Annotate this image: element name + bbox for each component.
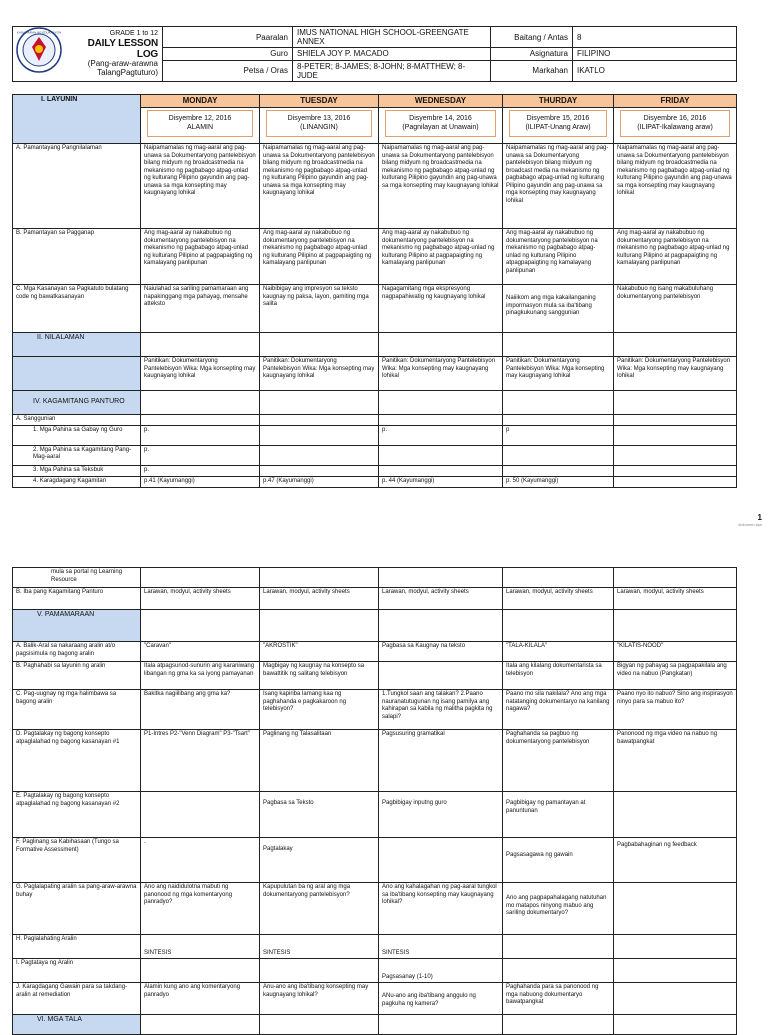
phase-thursday: (ILIPAT-Unang Araw) xyxy=(525,124,591,132)
table-cell: Paano mo sila nakilala? Ano ang mga natatanging dokumentaryo na kanilang nagawa? xyxy=(503,690,614,730)
table-row xyxy=(13,959,737,983)
school-label: Paaralan xyxy=(163,27,293,48)
table-cell xyxy=(614,983,737,1015)
row-number: 2. xyxy=(33,446,39,453)
row-label: B. Paghahabi sa layunin ng aralin xyxy=(13,662,141,690)
date-thursday: Disyembre 15, 2016 xyxy=(526,115,590,122)
day-header-friday: FRIDAY xyxy=(614,95,737,108)
nilalaman-heading: II. NILALAMAN xyxy=(13,333,141,357)
date-time-label: Petsa / Oras xyxy=(163,60,293,81)
row-label: I. Pagtataya ng Aralin xyxy=(13,959,141,983)
date-box-wednesday xyxy=(385,110,496,137)
table-cell: p. xyxy=(141,445,260,465)
table-cell: Naiiikom ang mga kakailanganing impormasyon mula sa iba'tibang pinagkukunang sanggunian xyxy=(503,285,614,333)
phase-friday: (ILIPAT-Ikalawang araw) xyxy=(637,124,713,132)
table-cell: p. 50 (Kayumanggi) xyxy=(503,476,614,487)
table-row xyxy=(13,465,737,476)
row-label: G. Paglalapating aralin sa pang-araw-arawna buhay xyxy=(13,883,141,935)
row-label: C. Mga Kasanayan sa Pagkatuto bulatang code ng bawatkasanayan xyxy=(13,285,141,333)
table-row xyxy=(13,285,737,333)
subject-label: Asignatura xyxy=(491,48,573,60)
row-label: A. Balik-Aral sa nakaraang aralin at/o pagsisimula ng bagong aralin xyxy=(13,642,141,662)
table-cell: "KILATIS-NOOD" xyxy=(614,642,737,662)
table-cell: Panitikan: Dokumentaryong Pantelebisyon Wika: Mga konsepting may kaugnayang lohikal xyxy=(379,357,503,391)
table-cell: Larawan, modyul, activity sheets xyxy=(260,588,379,610)
row-label: F. Paglinang sa Kabihasaan (Tungo sa Formative Assessment) xyxy=(13,838,141,883)
header-table xyxy=(12,26,737,82)
pamamaraan-heading: V. PAMAMARAAN xyxy=(13,610,141,642)
row-label: D. Pagtalakay ng bagong konsepto atpaglalahad ng bagong kasanayan #1 xyxy=(13,730,141,792)
table-cell: Paano nyo ito nabuo? Sino ang inspirasyon ninyo para sa mabuo ito? xyxy=(614,690,737,730)
table-cell: Larawan, modyul, activity sheets xyxy=(503,588,614,610)
table-row xyxy=(13,588,737,610)
table-cell: Pagbabahaginan ng feedback xyxy=(614,838,737,883)
table-cell: Isang kapiriba lamang kaa ng paghahanda e pagkakaroon ng telebisyon? xyxy=(260,690,379,730)
subtitle-1: (Pang-araw-arawna xyxy=(87,59,158,69)
row-label: E. Pagtalakay ng bagong konsepto atpaglalahad ng bagong kasanayan #2 xyxy=(13,792,141,838)
table-cell: Paghahanda sa pagbuo ng dokumentaryong pantelebisyon xyxy=(503,730,614,792)
table-cell xyxy=(614,465,737,476)
table-cell: SINTESIS xyxy=(260,935,379,959)
table-cell: Ang mag-aaral ay nakabubuo ng dokumentaryong pantelebisyon na mekanismo ng pagbabago atpag-unlad ng kulturang Pilipino atpagpapaigting ng kamalayang panlipunan xyxy=(503,229,614,285)
row-label xyxy=(13,465,141,476)
table-cell xyxy=(614,935,737,959)
table-cell: Alamin kung ano ang komentaryong panradyo xyxy=(141,983,260,1015)
table-cell xyxy=(141,959,260,983)
svg-text:KAGAWARAN NG EDUKASYON: KAGAWARAN NG EDUKASYON xyxy=(16,30,62,35)
date-box-monday xyxy=(147,110,253,137)
phase-wednesday: (Pagnilayan at Unawain) xyxy=(402,124,479,132)
table-cell: Panonood ng mga video na nabuo ng bawatpangkat xyxy=(614,730,737,792)
table-cell: . xyxy=(141,838,260,883)
table-row xyxy=(13,642,737,662)
table-cell: Nakabubuo ng isang makabuluhang dokumentaryong pantelebisyon xyxy=(614,285,737,333)
table-cell: Itala ang kilalang dokumentarista sa telebisyon xyxy=(503,662,614,690)
table-cell xyxy=(260,445,379,465)
table-row xyxy=(13,445,737,465)
teacher-label: Guro xyxy=(163,48,293,60)
mga-tala-heading: VI. MGA TALA xyxy=(13,1015,141,1035)
table-cell: p.47 (Kayumanggi) xyxy=(260,476,379,487)
subtitle-2: TalangPagtuturo) xyxy=(97,67,158,77)
grade-level-label: Baitang / Antas xyxy=(491,27,573,48)
table-cell: Naipamamalas ng mag-aaral ang pag-unawa sa Dokumentaryong pantelebisyon bilang midyum ng broadcast media na mekanismo ng pagbabago atpag-unlad ng kulturang Pilipino gayundin ang pag-unawa sa mga konsepting may kaugnayang lohikal xyxy=(503,144,614,229)
table-cell: SINTESIS xyxy=(141,935,260,959)
table-cell: Larawan, modyul, activity sheets xyxy=(379,588,503,610)
table-cell xyxy=(614,568,737,588)
table-cell: Anu-ano ang iba'tibang konsepting may kaugnayang lohikal? xyxy=(260,983,379,1015)
table-row xyxy=(13,1015,737,1035)
table-cell: Ano ang kahalagahan ng pag-aaral tungkol sa iba'tibang konsepting may kaugnayang lohikal? xyxy=(379,883,503,935)
table-cell xyxy=(503,935,614,959)
table-cell xyxy=(614,883,737,935)
date-monday: Disyembre 12, 2016 xyxy=(168,115,232,122)
day-header-tuesday: TUESDAY xyxy=(260,95,379,108)
table-cell: Naipamamalas ng mag-aaral ang pag-unawa sa Dokumentaryong pantelebisyon bilang midyum ng broadcastmedia na mekanismo ng pagbabago atpag-unlad ng kulturang Pilipino gayundin ang pag-unawa sa mga konsepting may kaugnayang lohikal xyxy=(260,144,379,229)
table-cell: Nagagamitang mga ekspresyong nagpapahiwatig ng kaugnayang lohikal xyxy=(379,285,503,333)
table-cell xyxy=(379,662,503,690)
sanggunian-label: A. Sanggunian xyxy=(13,415,141,426)
table-cell xyxy=(503,465,614,476)
table-cell: Panitikan: Dokumentaryong Pantelebisyon Wika: Mga konsepting may kaugnayang lohikal xyxy=(503,357,614,391)
table-cell: Kapupulutan ba ng aral ang mga dokumentaryong pantelebisyon? xyxy=(260,883,379,935)
table-cell: "Caravan" xyxy=(141,642,260,662)
table-row xyxy=(13,144,737,229)
table-cell: Naipamamalas ng mag-aaral ang pag-unawa sa Dokumentaryong pantelebisyon bilang midyum ng broadcastmedia na mekanismo ng pagbabago atpag-unlad ng kulturang Pilipino gayundin ang pag-unawa sa mga konsepting may kaugnayang lohikal xyxy=(379,144,503,229)
table-cell: Panitikan: Dokumentaryong Pantelebisyon Wika: Mga konsepting may kaugnayang lohikal xyxy=(614,357,737,391)
row-label-text: Mga Pahina sa Gabay ng Guro xyxy=(39,426,123,433)
row-label-text: Mga Pahina sa Kagamitang Pang-Mag-aaral xyxy=(33,446,132,460)
table-row xyxy=(13,792,737,838)
table-row xyxy=(13,568,737,588)
table-cell: Pagbasa sa Teksto xyxy=(260,792,379,838)
phase-monday: ALAMIN xyxy=(186,124,214,132)
teacher-value: SHIELA JOY P. MACADO xyxy=(293,48,491,60)
table-cell: SINTESIS xyxy=(379,935,503,959)
table-cell: p.41 (Kayumanggi) xyxy=(141,476,260,487)
table-cell: p. xyxy=(379,425,503,445)
table-cell: ANu-ano ang iba'tibang anggulo ng pagkuha ng kamera? xyxy=(379,983,503,1015)
table-cell: Naiulahad sa sariling pamamaraan ang napakinggang mga pahayag, mensahe atteksto xyxy=(141,285,260,333)
phase-tuesday: (LINANGIN) xyxy=(300,124,338,132)
table-cell: Pagbasa sa Kaugnay na teksto xyxy=(379,642,503,662)
grade-label: GRADE 1 to 12 xyxy=(109,30,158,38)
table-row xyxy=(13,229,737,285)
table-cell: Itala atpagsunod-sunurin ang karaniwang libangan ng gma ka sa iyong pamayanan xyxy=(141,662,260,690)
layunin-heading: I. LAYUNIN xyxy=(13,95,141,144)
row-label: J. Karagdagang Gawain para sa takdang-aralin at remediation xyxy=(13,983,141,1015)
table-cell: Naipamamalas ng mag-aaral ang pag-unawa sa Dokumentaryong pantelebisyon bilang midyum ng broadcastmedia na mekanismo ng pagbabago atpag-unlad ng kulturang Pilipino gayundin ang pag-unawa sa mga konsepting may kaugnayang lohikal xyxy=(141,144,260,229)
row-label: A. Pamantayang Pangnilalaman xyxy=(13,144,141,229)
row-number: 4. xyxy=(33,477,39,484)
grade-level-value: 8 xyxy=(573,27,737,48)
table-cell xyxy=(614,792,737,838)
table-cell: p xyxy=(503,425,614,445)
table-cell: Pagbibigay inputng guro xyxy=(379,792,503,838)
table-cell xyxy=(141,792,260,838)
table-cell: Panitikan: Dokumentaryong Pantelebisyon Wika: Mga konsepting may kaugnayang lohikal xyxy=(141,357,260,391)
table-cell xyxy=(260,425,379,445)
row-number: 1. xyxy=(33,426,39,433)
table-cell xyxy=(260,959,379,983)
table-cell: "TALA-KILALA" xyxy=(503,642,614,662)
page-title: DAILY LESSON LOG xyxy=(87,38,158,61)
table-row xyxy=(13,357,737,391)
table-cell xyxy=(614,425,737,445)
table-row xyxy=(13,476,737,487)
table-cell xyxy=(614,445,737,465)
date-friday: Disyembre 16, 2016 xyxy=(643,115,707,122)
day-header-monday: MONDAY xyxy=(141,95,260,108)
table-cell: P1-Intres P2-"Venn Diagram" P3-"Tsart" xyxy=(141,730,260,792)
table-cell: Pagbibigay ng pamantayan at panuntunan xyxy=(503,792,614,838)
table-cell: "AKROSTIK" xyxy=(260,642,379,662)
header-title-block xyxy=(13,27,163,82)
table-cell xyxy=(379,465,503,476)
table-cell: 1.Tungkol saan ang talakan? 2.Paano nauranatutugunan ng isang pamilya ang kahirapan sa kabila ng malitha pagkita ng salapi? xyxy=(379,690,503,730)
table-cell: Pagtalakay xyxy=(260,838,379,883)
table-cell xyxy=(379,445,503,465)
table-cell: Ang mag-aaral ay nakabubuo ng dokumentaryong pantelebisyon na mekanismo ng pagbabago atpag-unlad ng kulturang Pilipino at pagpapaigting ng kamalayang panlipunan xyxy=(260,229,379,285)
table-cell: Ang mag-aaral ay nakabubuo ng dokumentaryong pantelebisyon na mekanismo ng pagbabago atpag-unlad ng kulturang Pilipino at pagpapaigting ng kamalayang panlipunan xyxy=(379,229,503,285)
table-cell: p. xyxy=(141,465,260,476)
table-cell: p. xyxy=(141,425,260,445)
table-row xyxy=(13,610,737,642)
table-row xyxy=(13,662,737,690)
table-cell xyxy=(379,568,503,588)
row-label xyxy=(13,425,141,445)
table-cell xyxy=(503,959,614,983)
date-wednesday: Disyembre 14, 2016 xyxy=(409,115,472,122)
lesson-table-page1 xyxy=(12,94,737,488)
table-row xyxy=(13,730,737,792)
date-box-friday xyxy=(620,110,730,137)
table-row xyxy=(13,983,737,1015)
quarter-label: Markahan xyxy=(491,60,573,81)
day-header-wednesday: WEDNESDAY xyxy=(379,95,503,108)
watermark-text: dokumen.tips xyxy=(738,522,762,527)
table-cell: Ang mag-aaral ay nakabubuo ng dokumentaryong pantelebisyon na mekanismo ng pagbabago atpag-unlad ng kulturang Pilipino at pagpapaigting ng kamalayang panlipunan xyxy=(614,229,737,285)
table-cell: Pagsasagawa ng gawain xyxy=(503,838,614,883)
kagamitan-heading: IV. KAGAMITANG PANTURO xyxy=(13,391,141,415)
table-cell: Larawan, modyul, activity sheets xyxy=(614,588,737,610)
subject-value: FILIPINO xyxy=(573,48,737,60)
table-cell: Ang mag-aaral ay nakabubuo ng dokumentaryong pantelebisyon na mekanismo ng pagbabago atpag-unlad ng kulturang Pilipino at pagpapaigting ng kamalayang panlipunan xyxy=(141,229,260,285)
row-label: mula sa portal ng Learning Resource xyxy=(13,568,141,588)
table-cell: Pagsusuring gramatikal xyxy=(379,730,503,792)
table-row xyxy=(13,935,737,959)
table-cell xyxy=(141,568,260,588)
table-cell: Bakitka nagiilibang ang gma ka? xyxy=(141,690,260,730)
date-box-tuesday xyxy=(266,110,372,137)
row-label: C. Pag-uugnay ng mga halimbawa sa bagong aralin xyxy=(13,690,141,730)
table-cell: Ano ang naididulotna mabuti ng panonood ng mga komentaryong panradyo? xyxy=(141,883,260,935)
school-value: IMUS NATIONAL HIGH SCHOOL-GREENGATE ANNEX xyxy=(293,27,491,48)
table-cell: Bigyan ng pahayag sa pagpapakilala ang video na nabuo (Pangkatan) xyxy=(614,662,737,690)
page-number: 1 xyxy=(757,513,762,522)
row-label: H. Paglalahating Aralin xyxy=(13,935,141,959)
date-box-thursday xyxy=(509,110,607,137)
table-row xyxy=(13,838,737,883)
table-cell: p. 44 (Kayumanggi) xyxy=(379,476,503,487)
table-cell xyxy=(260,568,379,588)
table-cell xyxy=(614,476,737,487)
table-cell xyxy=(503,568,614,588)
table-cell xyxy=(379,838,503,883)
table-cell: Panitikan: Dokumentaryong Pantelebisyon Wika: Mga konsepting may kaugnayang lohikal xyxy=(260,357,379,391)
date-tuesday: Disyembre 13, 2016 xyxy=(287,115,351,122)
row-label-text: Mga Pahina sa Teksbuk xyxy=(39,466,104,473)
table-cell xyxy=(503,445,614,465)
row-number: 3. xyxy=(33,466,39,473)
table-cell xyxy=(260,465,379,476)
table-cell: Naibibigay ang impresyon sa teksto kaugnay ng paksa, layon, gamiting mga salita xyxy=(260,285,379,333)
table-cell: Paghahanda para sa panonood ng mga nabuong dokumentaryo bawatpangkat xyxy=(503,983,614,1015)
table-row xyxy=(13,690,737,730)
day-header-thursday: THURDAY xyxy=(503,95,614,108)
table-cell: Pagsasanay (1-10) xyxy=(379,959,503,983)
date-time-value: 8-PETER; 8-JAMES; 8-JOHN; 8-MATTHEW; 8-JUDE xyxy=(293,60,491,81)
row-label: B. Pamantayan sa Pagganap xyxy=(13,229,141,285)
table-cell: Larawan, modyul, activity sheets xyxy=(141,588,260,610)
row-label xyxy=(13,476,141,487)
quarter-value: IKATLO xyxy=(573,60,737,81)
table-cell: Magbigay ng kaugnay na konsepto sa bawattitik ng salitang telebisyon xyxy=(260,662,379,690)
table-cell: Paglinang ng Talasalitaan xyxy=(260,730,379,792)
row-label-text: Karagdagang Kagamitan xyxy=(39,477,107,484)
lesson-table-page2 xyxy=(12,567,737,1035)
table-row xyxy=(13,883,737,935)
row-label: B. Iba pang Kagamitang Panturo xyxy=(13,588,141,610)
table-row xyxy=(13,425,737,445)
row-label xyxy=(13,445,141,465)
table-cell: Naipamamalas ng mag-aaral ang pag-unawa sa Dokumentaryong pantelebisyon bilang midyum ng broadcastmedia na mekanismo ng pagbabago atpag-unlad ng kulturang Pilipino gayundin ang pag-unawa sa mga konsepting may kaugnayang lohikal xyxy=(614,144,737,229)
table-cell: Ano ang pagpapahalagang natutuhan mo matapos ninyong mabuo ang sariling dokumentaryo? xyxy=(503,883,614,935)
table-cell xyxy=(614,959,737,983)
